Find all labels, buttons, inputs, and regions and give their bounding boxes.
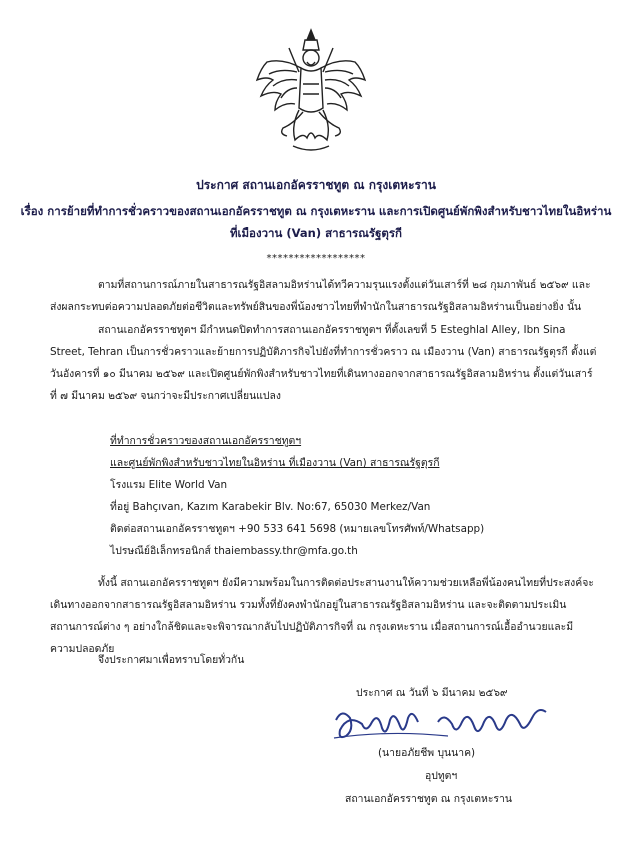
- separator: ******************: [266, 253, 366, 264]
- handwritten-signature-icon: [328, 700, 560, 746]
- subject-line-2: ที่เมืองวาน (Van) สาธารณรัฐตุรกี: [229, 226, 403, 240]
- signer-position: อุปทูตฯ: [425, 770, 458, 782]
- subject-line-1: เรื่อง การย้ายที่ทำการชั่วคราวของสถานเอกอัครราชทูต ณ กรุงเตหะราน และการเปิดศูนย์พักพิงสำหรับชาวไทยในอิหร่าน: [20, 204, 612, 218]
- contact-heading-1: ที่ทำการชั่วคราวของสถานเอกอัครราชทูตฯ: [110, 435, 302, 447]
- contact-hotel: โรงแรม Elite World Van: [110, 479, 228, 491]
- contact-heading-2: และศูนย์พักพิงสำหรับชาวไทยในอิหร่าน ที่เมืองวาน (Van) สาธารณรัฐตุรกี: [110, 457, 440, 469]
- garuda-emblem-icon: [253, 28, 369, 160]
- contact-email: ไปรษณีย์อิเล็กทรอนิกส์ thaiembassy.thr@mfa.go.th: [110, 545, 358, 557]
- contact-phone: ติดต่อสถานเอกอัครราชทูตฯ +90 533 641 5698 (หมายเลขโทรศัพท์/Whatsapp): [110, 523, 485, 535]
- contact-block: [110, 430, 590, 562]
- paragraph-2: สถานเอกอัครราชทูตฯ มีกำหนดปิดทำการสถานเอกอัครราชทูตฯ ที่ตั้งเลขที่ 5 Esteghlal Alley, Ibn Sina Street, Tehran เป็นการชั่วคราวและย้ายการปฏิบัติภารกิจไปยังที่ทำการชั่วคราว ณ เมืองวาน (Van) สาธารณรัฐตุรกี ตั้งแต่วันอังคารที่ ๑๐ มีนาคม ๒๕๖๙ และเปิดศูนย์พักพิงสำหรับชาวไทยที่เดินทางออกจากสาธารณรัฐอิสลามอิหร่าน ตั้งแต่วันเสาร์ที่ ๗ มีนาคม ๒๕๖๙ จนกว่าจะมีประกาศเปลี่ยนแปลง: [50, 324, 597, 402]
- paragraph-1: ตามที่สถานการณ์ภายในสาธารณรัฐอิสลามอิหร่านได้ทวีความรุนแรงตั้งแต่วันเสาร์ที่ ๒๘ กุมภาพันธ์ ๒๕๖๙ และส่งผลกระทบต่อความปลอดภัยต่อชีวิตและทรัพย์สินของพี่น้องชาวไทยที่พำนักในสาธารณรัฐอิสลามอิหร่านเป็นอย่างยิ่ง นั้น: [50, 279, 591, 313]
- announcement-title: ประกาศ สถานเอกอัครราชทูต ณ กรุงเตหะราน: [196, 178, 436, 192]
- paragraph-3: ทั้งนี้ สถานเอกอัครราชทูตฯ ยังมีความพร้อมในการติดต่อประสานงานให้ความช่วยเหลือพี่น้องคนไทยที่ประสงค์จะเดินทางออกจากสาธารณรัฐอิสลามอิหร่าน รวมทั้งที่ยังคงพำนักอยู่ในสาธารณรัฐอิสลามอิหร่าน และจะติดตามประเมินสถานการณ์ต่าง ๆ อย่างใกล้ชิดและจะพิจารณากลับไปปฏิบัติภารกิจที่ ณ กรุงเตหะราน เมื่อสถานการณ์เอื้ออำนวยและมีความปลอดภัย: [50, 577, 594, 655]
- signer-name: (นายอภัยชีพ บุนนาค): [378, 747, 476, 759]
- signature-date: ประกาศ ณ วันที่ ๖ มีนาคม ๒๕๖๙: [356, 687, 508, 699]
- announcement-subject: [0, 200, 632, 244]
- signer-organization: สถานเอกอัครราชทูต ณ กรุงเตหะราน: [345, 793, 512, 805]
- closing-statement: จึงประกาศมาเพื่อทราบโดยทั่วกัน: [98, 654, 245, 666]
- contact-address: ที่อยู่ Bahçıvan, Kazım Karabekir Blv. No:67, 65030 Merkez/Van: [110, 501, 431, 513]
